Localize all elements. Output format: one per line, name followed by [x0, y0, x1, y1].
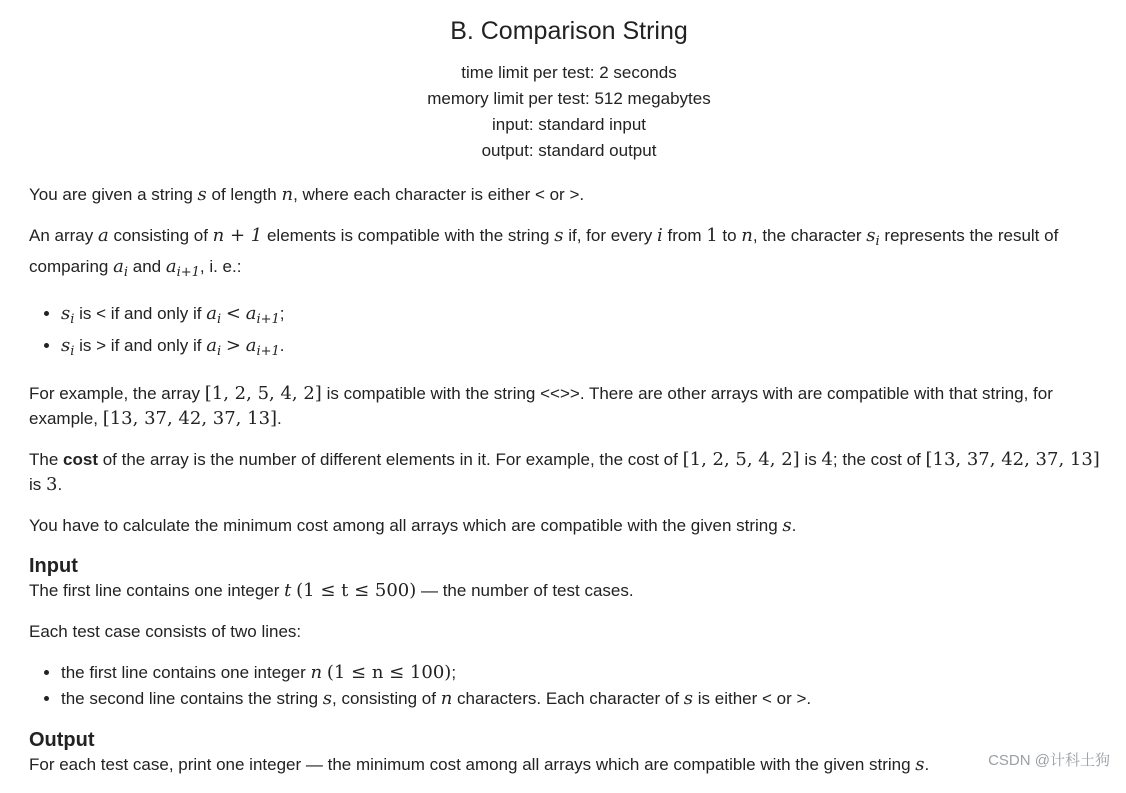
list-item: • the first line contains one integer n (1 ≤ n ≤ 100); [61, 660, 1109, 686]
statement-paragraph-1: You are given a string s of length n, where each character is either < or >. [29, 184, 585, 205]
problem-statement [29, 14, 1109, 793]
input-section [29, 554, 1109, 712]
input-line-1: The first line contains one integer t (1 ≤ t ≤ 500) — the number of test cases. [29, 580, 634, 601]
watermark: CSDN @计科土狗 [988, 752, 1110, 769]
comparison-rules-list [29, 301, 1109, 365]
problem-title: B. Comparison String [450, 17, 688, 45]
input-format-list [29, 660, 1109, 712]
list-item: • $s_i$ is < if and only if $a_i < a_{i+1}$; [61, 301, 1109, 333]
input-heading: Input [29, 555, 78, 577]
statement-paragraph-5: You have to calculate the minimum cost among all arrays which are compatible with the given string s. [29, 515, 797, 536]
output-file: output: standard output [481, 141, 657, 160]
time-limit: time limit per test: 2 seconds [461, 63, 677, 82]
list-item: • $s_i$ is > if and only if $a_i > a_{i+1}$. [61, 333, 1109, 365]
problem-header [29, 14, 1109, 164]
cost-term: cost [63, 450, 98, 469]
memory-limit: memory limit per test: 512 megabytes [427, 89, 711, 108]
statement-paragraph-3: For example, the array [1, 2, 5, 4, 2] is compatible with the string <<>>. There are other arrays with are compatible with that string, for example, [13, 37, 42, 37, 13]. [29, 383, 1053, 429]
output-section [29, 728, 1109, 777]
output-line-1: For each test case, print one integer — the minimum cost among all arrays which are compatible with the given string s. [29, 754, 930, 775]
input-file: input: standard input [491, 115, 647, 134]
list-item: • the second line contains the string s, consisting of n characters. Each character of s is either < or >. [61, 686, 1109, 712]
statement-paragraph-2: An array a consisting of n + 1 elements is compatible with the string s if, for every i from 1 to n, the character $s_i$ represents the result of comparing $a_i$ and $a_{i+1}$, i. e.: [29, 225, 1059, 280]
input-line-2: Each test case consists of two lines: [29, 622, 302, 641]
output-heading: Output [29, 729, 95, 751]
statement-paragraph-4: The cost of the array is the number of different elements in it. For example, the cost of [1, 2, 5, 4, 2] is 4; the cost of [13, 37, 42, 37, 13] is 3. [29, 449, 1100, 495]
